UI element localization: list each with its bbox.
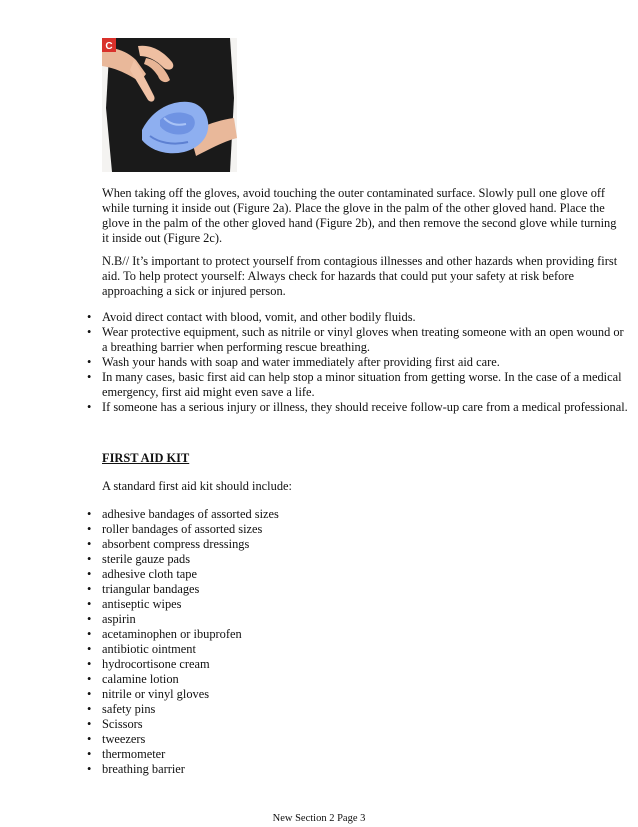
list-item: • Avoid direct contact with blood, vomit, and other bodily fluids.	[102, 310, 628, 325]
list-item: • thermometer	[102, 747, 628, 762]
list-item: • tweezers	[102, 732, 628, 747]
gloves-removal-paragraph: When taking off the gloves, avoid touching the outer contaminated surface. Slowly pull one glove off while turning it inside out (Figure 2a). Place the glove in the palm of the other gloved hand. Place the glove in the palm of the other gloved hand (Figure 2b), and then remove the second glove while turning it inside out (Figure 2c).	[102, 186, 617, 245]
list-item: • Scissors	[102, 717, 628, 732]
list-item: • safety pins	[102, 702, 628, 717]
glove-removal-illustration	[102, 38, 237, 172]
protection-note-paragraph: N.B// It’s important to protect yourself from contagious illnesses and other hazards when providing first aid. To help protect yourself: Always check for hazards that could put your safety at risk before approaching a sick or injured person.	[102, 254, 618, 298]
list-item: • Wash your hands with soap and water immediately after providing first aid care.	[102, 355, 628, 370]
page-footer: New Section 2 Page 3	[272, 813, 366, 824]
figure-label: C	[105, 41, 113, 52]
list-item: • adhesive bandages of assorted sizes	[102, 507, 628, 522]
list-item: • absorbent compress dressings	[102, 537, 628, 552]
list-item: • aspirin	[102, 612, 628, 627]
glove-removal-photo	[102, 38, 237, 172]
list-item: • roller bandages of assorted sizes	[102, 522, 628, 537]
list-item: • acetaminophen or ibuprofen	[102, 627, 628, 642]
list-item: • triangular bandages	[102, 582, 628, 597]
list-item: • breathing barrier	[102, 762, 628, 777]
list-item: • Wear protective equipment, such as nitrile or vinyl gloves when treating someone with an open wound or a breathing barrier when performing rescue breathing.	[102, 325, 628, 355]
first-aid-kit-list	[102, 507, 628, 777]
list-item: • calamine lotion	[102, 672, 628, 687]
list-item: • adhesive cloth tape	[102, 567, 628, 582]
list-item: • hydrocortisone cream	[102, 657, 628, 672]
list-item: • antibiotic ointment	[102, 642, 628, 657]
list-item: • In many cases, basic first aid can help stop a minor situation from getting worse. In the case of a medical emergency, first aid might even save a life.	[102, 370, 628, 400]
list-item: • nitrile or vinyl gloves	[102, 687, 628, 702]
list-item: • If someone has a serious injury or illness, they should receive follow-up care from a medical professional.	[102, 400, 628, 415]
first-aid-kit-intro: A standard first aid kit should include:	[102, 479, 292, 493]
first-aid-kit-heading: FIRST AID KIT	[102, 451, 190, 465]
list-item: • sterile gauze pads	[102, 552, 628, 567]
list-item: • antiseptic wipes	[102, 597, 628, 612]
protection-list	[102, 310, 628, 415]
